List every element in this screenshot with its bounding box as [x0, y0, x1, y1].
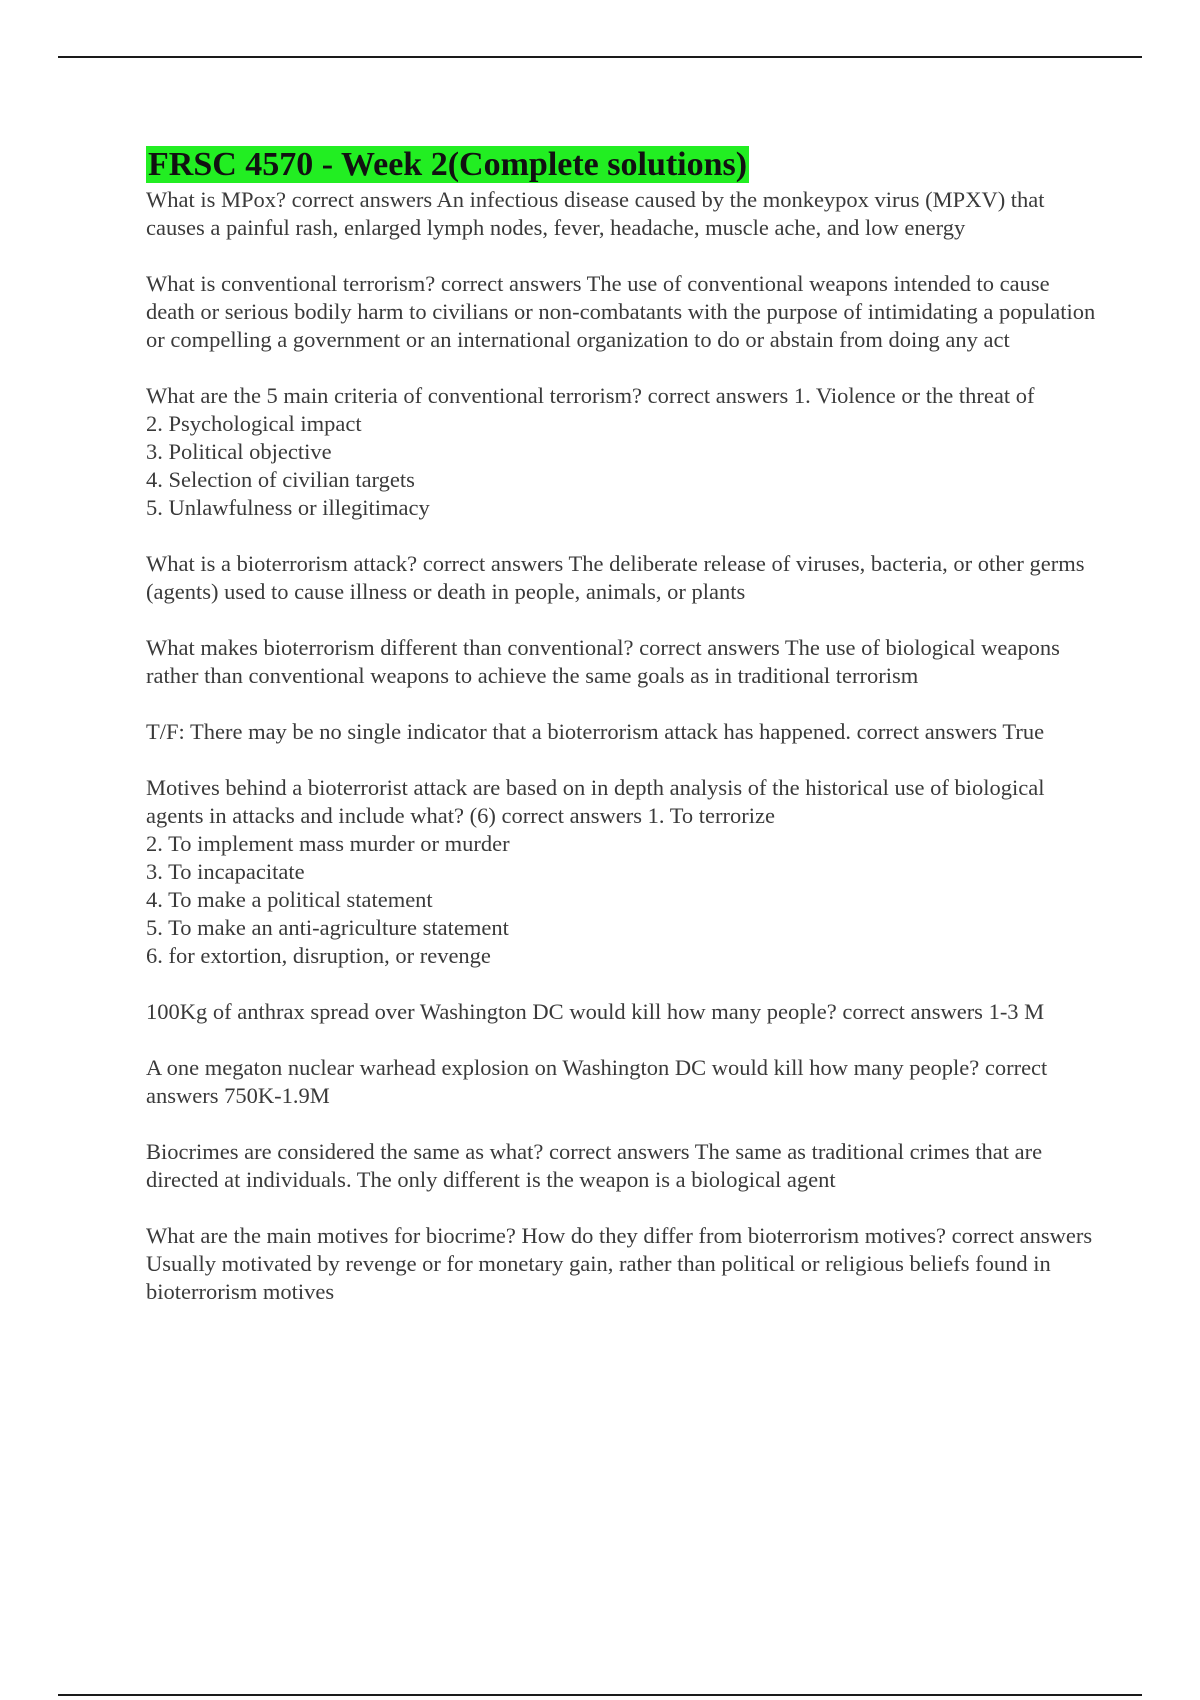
- qa-list: [146, 186, 1096, 1306]
- qa-entry: [146, 382, 1096, 522]
- answer-list-item: 2. To implement mass murder or murder: [146, 831, 510, 856]
- qa-text: T/F: There may be no single indicator that a bioterrorism attack has happened. correct answers True: [146, 719, 1045, 744]
- qa-text: What is a bioterrorism attack? correct answers The deliberate release of viruses, bacteria, or other germs (agents) used to cause illness or death in people, animals, or plants: [146, 551, 1085, 604]
- qa-entry: [146, 1222, 1096, 1306]
- document-title: FRSC 4570 - Week 2(Complete solutions): [148, 146, 748, 183]
- qa-text: What is conventional terrorism? correct answers The use of conventional weapons intended to cause death or serious bodily harm to civilians or non-combatants with the purpose of intimidating a population or compelling a government or an international organization to do or abstain from doing any act: [146, 271, 1096, 352]
- answer-list-item: 6. for extortion, disruption, or revenge: [146, 943, 491, 968]
- footer-rule: [58, 1694, 1142, 1696]
- qa-text: Biocrimes are considered the same as what? correct answers The same as traditional crimes that are directed at individuals. The only different is the weapon is a biological agent: [146, 1139, 1043, 1192]
- qa-text: What is MPox? correct answers An infectious disease caused by the monkeypox virus (MPXV) that causes a painful rash, enlarged lymph nodes, fever, headache, muscle ache, and low energy: [146, 187, 1045, 240]
- qa-text: What are the 5 main criteria of conventional terrorism? correct answers 1. Violence or the threat of: [146, 383, 1035, 408]
- qa-entry: [146, 634, 1096, 690]
- qa-text: Motives behind a bioterrorist attack are based on in depth analysis of the historical use of biological agents in attacks and include what? (6) correct answers 1. To terrorize: [146, 775, 1045, 828]
- answer-list-item: 5. To make an anti-agriculture statement: [146, 915, 509, 940]
- qa-entry: [146, 718, 1096, 746]
- qa-text: A one megaton nuclear warhead explosion on Washington DC would kill how many people? correct answers 750K-1.9M: [146, 1055, 1048, 1108]
- answer-list-item: 2. Psychological impact: [146, 411, 362, 436]
- document-body: [146, 146, 1096, 1334]
- answer-list-item: 3. To incapacitate: [146, 859, 305, 884]
- qa-entry: [146, 1138, 1096, 1194]
- qa-entry: [146, 550, 1096, 606]
- answer-list-item: 5. Unlawfulness or illegitimacy: [146, 495, 430, 520]
- qa-entry: [146, 186, 1096, 242]
- answer-list-item: 4. To make a political statement: [146, 887, 433, 912]
- title-block: [146, 146, 1096, 186]
- header-rule: [58, 56, 1142, 58]
- qa-entry: [146, 998, 1096, 1026]
- qa-entry: [146, 270, 1096, 354]
- qa-text: What are the main motives for biocrime? How do they differ from bioterrorism motives? correct answers Usually motivated by revenge or for monetary gain, rather than political or religious beliefs found in bioterrorism motives: [146, 1223, 1093, 1304]
- qa-text: What makes bioterrorism different than conventional? correct answers The use of biological weapons rather than conventional weapons to achieve the same goals as in traditional terrorism: [146, 635, 1060, 688]
- qa-entry: [146, 1054, 1096, 1110]
- qa-entry: [146, 774, 1096, 970]
- qa-text: 100Kg of anthrax spread over Washington DC would kill how many people? correct answers 1-3 M: [146, 999, 1045, 1024]
- answer-list-item: 4. Selection of civilian targets: [146, 467, 415, 492]
- answer-list-item: 3. Political objective: [146, 439, 332, 464]
